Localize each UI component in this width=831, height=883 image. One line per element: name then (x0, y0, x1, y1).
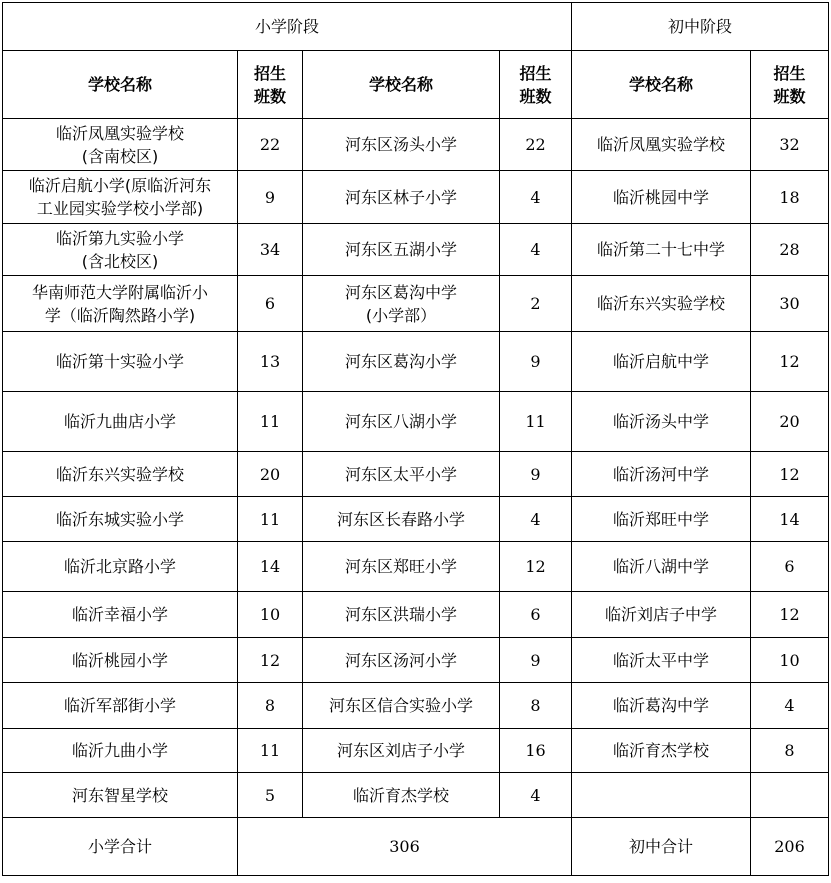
primary-class-count: 9 (500, 638, 572, 683)
table-row (3, 497, 829, 542)
primary-class-count: 10 (238, 592, 303, 638)
header-classes: 招生班数 (500, 51, 572, 119)
primary-class-count: 22 (238, 119, 303, 171)
primary-class-count: 4 (500, 773, 572, 818)
middle-class-count: 12 (751, 592, 829, 638)
section-header-row (3, 3, 829, 51)
middle-class-count (751, 773, 829, 818)
primary-school-name: 临沂北京路小学 (3, 542, 238, 592)
primary-school-name: 河东区五湖小学 (303, 224, 500, 276)
middle-school-name: 临沂启航中学 (572, 332, 751, 392)
primary-school-name: 临沂第十实验小学 (3, 332, 238, 392)
header-school-name: 学校名称 (572, 51, 751, 119)
middle-school-name: 临沂太平中学 (572, 638, 751, 683)
primary-total-label: 小学合计 (3, 818, 238, 876)
primary-school-name: 河东区八湖小学 (303, 392, 500, 452)
header-classes: 招生班数 (751, 51, 829, 119)
middle-school-name: 临沂刘店子中学 (572, 592, 751, 638)
middle-school-name: 临沂凤凰实验学校 (572, 119, 751, 171)
primary-school-name: 河东区汤河小学 (303, 638, 500, 683)
middle-class-count: 18 (751, 171, 829, 224)
primary-class-count: 12 (238, 638, 303, 683)
primary-school-name: 河东区长春路小学 (303, 497, 500, 542)
middle-school-name: 临沂育杰学校 (572, 729, 751, 773)
middle-school-name: 临沂八湖中学 (572, 542, 751, 592)
header-school-name: 学校名称 (3, 51, 238, 119)
table-row (3, 224, 829, 276)
table-row (3, 773, 829, 818)
primary-class-count: 11 (238, 729, 303, 773)
middle-class-count: 12 (751, 452, 829, 497)
totals-row (3, 818, 829, 876)
primary-school-name: 河东区葛沟中学 (小学部） (303, 276, 500, 332)
primary-school-name: 临沂军部街小学 (3, 683, 238, 729)
table-row (3, 332, 829, 392)
middle-school-name: 临沂郑旺中学 (572, 497, 751, 542)
primary-class-count: 20 (238, 452, 303, 497)
primary-school-name: 临沂凤凰实验学校 (含南校区) (3, 119, 238, 171)
primary-class-count: 22 (500, 119, 572, 171)
primary-class-count: 11 (238, 497, 303, 542)
header-school-name: 学校名称 (303, 51, 500, 119)
primary-school-name: 河东区郑旺小学 (303, 542, 500, 592)
primary-class-count: 4 (500, 224, 572, 276)
middle-class-count: 8 (751, 729, 829, 773)
primary-school-name: 临沂第九实验小学 (含北校区) (3, 224, 238, 276)
primary-class-count: 6 (500, 592, 572, 638)
middle-class-count: 4 (751, 683, 829, 729)
table-row (3, 119, 829, 171)
primary-total-value: 306 (238, 818, 572, 876)
middle-school-name: 临沂汤头中学 (572, 392, 751, 452)
middle-class-count: 30 (751, 276, 829, 332)
primary-school-name: 临沂幸福小学 (3, 592, 238, 638)
primary-school-name: 河东区林子小学 (303, 171, 500, 224)
primary-class-count: 8 (500, 683, 572, 729)
primary-school-name: 河东区汤头小学 (303, 119, 500, 171)
primary-class-count: 4 (500, 171, 572, 224)
table-row (3, 276, 829, 332)
middle-class-count: 32 (751, 119, 829, 171)
table-row (3, 592, 829, 638)
primary-school-name: 河东区葛沟小学 (303, 332, 500, 392)
primary-class-count: 34 (238, 224, 303, 276)
primary-school-name: 河东区刘店子小学 (303, 729, 500, 773)
primary-school-name: 河东区太平小学 (303, 452, 500, 497)
primary-class-count: 14 (238, 542, 303, 592)
primary-school-name: 华南师范大学附属临沂小 学（临沂陶然路小学) (3, 276, 238, 332)
primary-class-count: 9 (500, 452, 572, 497)
table-body (3, 3, 829, 876)
primary-class-count: 12 (500, 542, 572, 592)
table-row (3, 392, 829, 452)
primary-school-name: 河东区洪瑞小学 (303, 592, 500, 638)
enrollment-table (2, 2, 829, 876)
middle-school-name: 临沂第二十七中学 (572, 224, 751, 276)
middle-class-count: 14 (751, 497, 829, 542)
primary-class-count: 4 (500, 497, 572, 542)
primary-class-count: 6 (238, 276, 303, 332)
middle-class-count: 20 (751, 392, 829, 452)
primary-class-count: 9 (238, 171, 303, 224)
primary-school-name: 河东区信合实验小学 (303, 683, 500, 729)
middle-school-name: 临沂汤河中学 (572, 452, 751, 497)
primary-school-name: 临沂育杰学校 (303, 773, 500, 818)
middle-total-value: 206 (751, 818, 829, 876)
middle-class-count: 6 (751, 542, 829, 592)
primary-school-name: 临沂九曲店小学 (3, 392, 238, 452)
middle-class-count: 28 (751, 224, 829, 276)
middle-total-label: 初中合计 (572, 818, 751, 876)
table-row (3, 452, 829, 497)
middle-section-title: 初中阶段 (572, 3, 829, 51)
middle-school-name: 临沂东兴实验学校 (572, 276, 751, 332)
table-row (3, 683, 829, 729)
primary-school-name: 临沂东城实验小学 (3, 497, 238, 542)
primary-class-count: 11 (500, 392, 572, 452)
primary-class-count: 9 (500, 332, 572, 392)
header-classes: 招生班数 (238, 51, 303, 119)
primary-class-count: 5 (238, 773, 303, 818)
middle-class-count: 10 (751, 638, 829, 683)
primary-class-count: 13 (238, 332, 303, 392)
table-row (3, 638, 829, 683)
middle-school-name: 临沂葛沟中学 (572, 683, 751, 729)
primary-section-title: 小学阶段 (3, 3, 572, 51)
table-row (3, 729, 829, 773)
primary-class-count: 8 (238, 683, 303, 729)
middle-school-name (572, 773, 751, 818)
middle-class-count: 12 (751, 332, 829, 392)
table-row (3, 542, 829, 592)
primary-school-name: 临沂东兴实验学校 (3, 452, 238, 497)
table-row (3, 171, 829, 224)
middle-school-name: 临沂桃园中学 (572, 171, 751, 224)
column-header-row (3, 51, 829, 119)
primary-class-count: 11 (238, 392, 303, 452)
primary-school-name: 临沂桃园小学 (3, 638, 238, 683)
primary-class-count: 16 (500, 729, 572, 773)
primary-school-name: 河东智星学校 (3, 773, 238, 818)
primary-school-name: 临沂启航小学(原临沂河东 工业园实验学校小学部) (3, 171, 238, 224)
primary-school-name: 临沂九曲小学 (3, 729, 238, 773)
primary-class-count: 2 (500, 276, 572, 332)
